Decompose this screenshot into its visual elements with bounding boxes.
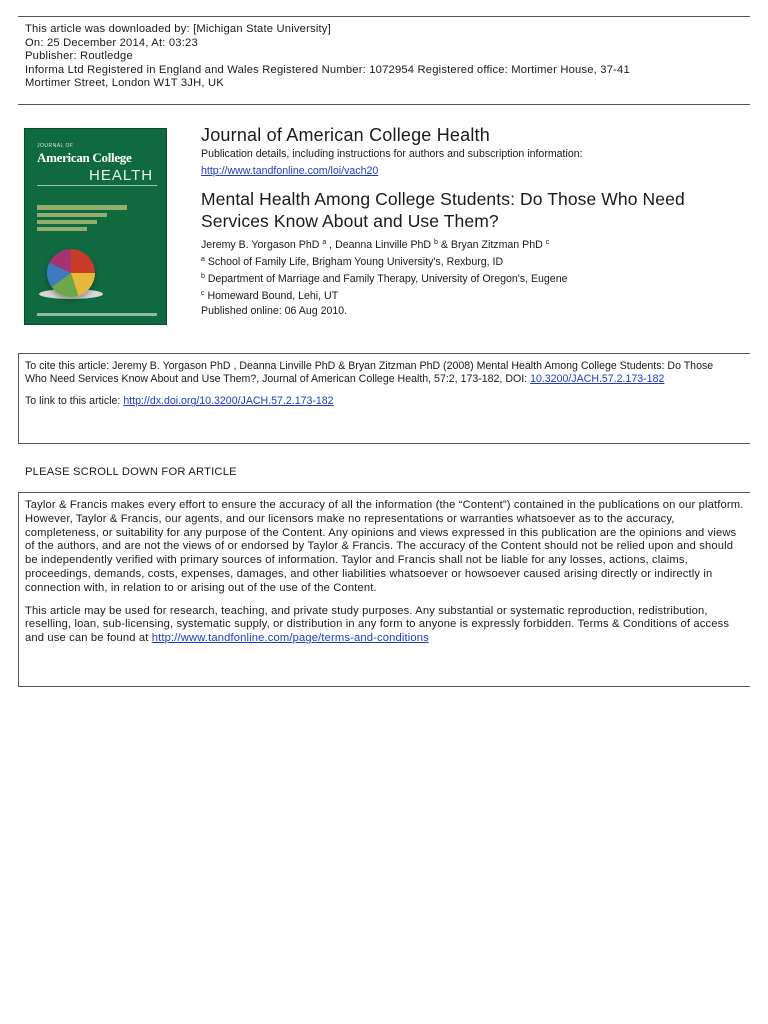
article-link-row [25, 395, 750, 408]
article-title: Mental Health Among College Students: Do Those Who Need Services Know About and Use Them? [201, 189, 685, 231]
author-separator: & [437, 239, 451, 251]
publisher: Publisher: Routledge [25, 50, 133, 63]
authors [201, 239, 746, 252]
cover-small-label: JOURNAL OF [37, 143, 74, 149]
article-metadata [201, 124, 746, 318]
affiliation-text: Homeward Bound, Lehi, UT [207, 290, 339, 302]
author-mark: b [434, 239, 438, 246]
author-name: Bryan Zitzman PhD [450, 239, 543, 251]
author-mark: a [322, 239, 327, 246]
cover-rule [37, 185, 157, 186]
doi-link[interactable]: 10.3200/JACH.57.2.173-182 [530, 373, 665, 385]
download-line: This article was downloaded by: [Michigan State University] [25, 23, 331, 35]
affiliation [201, 290, 746, 303]
article-link-label: To link to this article: [25, 395, 124, 407]
download-notice [18, 16, 750, 105]
affiliation-mark: b [201, 273, 205, 280]
disclaimer-paragraph: Taylor & Francis makes every effort to ensure the accuracy of all the information (the “Content”) contained in the publications on our platform. However, Taylor & Francis, our agents, and our licensors make no representations or warranties whatsoever as to the accuracy, completeness, or suitability for any purpose of the Content. Any opinions and views expressed in this publication are the opinions and views of the authors, and are not the views of or endorsed by Taylor & Francis. The accuracy of the Content should not be relied upon and should be independently verified with primary sources of information. Taylor and Francis shall not be liable for any losses, actions, claims, proceedings, demands, costs, expenses, damages, and other liabilities whatsoever or howsoever caused arising directly or indirectly in connection with, in relation to or arising out of the use of the Content. [25, 499, 744, 594]
article-link[interactable]: http://dx.doi.org/10.3200/JACH.57.2.173-182 [123, 395, 334, 407]
publication-details: Publication details, including instructions for authors and subscription information: [201, 148, 583, 160]
author-name: Jeremy B. Yorgason PhD [201, 239, 320, 251]
affiliation-mark: a [201, 256, 205, 263]
citation-text [25, 360, 735, 386]
registration-info: Informa Ltd Registered in England and Wales Registered Number: 1072954 Registered office: Mortimer House, 37-41 [25, 63, 630, 76]
affiliation [201, 256, 746, 269]
author-name: Deanna Linville PhD [335, 239, 432, 251]
citation-box [18, 353, 750, 444]
scroll-down-note: PLEASE SCROLL DOWN FOR ARTICLE [25, 466, 237, 478]
affiliation [201, 273, 746, 286]
author-separator: , [326, 239, 336, 251]
affiliation-text: School of Family Life, Brigham Young University's, Rexburg, ID [207, 256, 504, 268]
citation-body: To cite this article: Jeremy B. Yorgason PhD , Deanna Linville PhD & Bryan Zitzman PhD (2008) Mental Health Among College Students: Do Those Who Need Services Know About and Use Them?, Journal of American College Health, 57:2, 173-182, DOI: [25, 360, 714, 385]
journal-cover-image [24, 128, 167, 325]
affiliation-text: Department of Marriage and Family Therapy, University of Oregon's, Eugene [207, 273, 568, 285]
published-online: Published online: 06 Aug 2010. [201, 305, 348, 317]
download-date: On: 25 December 2014, At: 03:23 [25, 36, 198, 49]
cover-health: HEALTH [89, 167, 154, 184]
usage-text: This article may be used for research, teaching, and private study purposes. Any substantial or systematic reproduction, redistribution, reselling, loan, sub-licensing, systematic supply, or distribution in any form to anyone is expressly forbidden. Terms & Conditions of access and use can be found at [25, 604, 730, 645]
journal-link[interactable]: http://www.tandfonline.com/loi/vach20 [201, 165, 379, 177]
cover-sphere-graphic [47, 249, 95, 297]
usage-paragraph [25, 605, 745, 646]
author-mark: c [545, 239, 550, 246]
journal-title: Journal of American College Health [201, 125, 490, 145]
cover-title: American College [37, 150, 132, 165]
affiliation-mark: c [201, 290, 205, 297]
registration-address: Mortimer Street, London W1T 3JH, UK [25, 77, 224, 90]
disclaimer-box [18, 492, 750, 687]
terms-link[interactable]: http://www.tandfonline.com/page/terms-and-conditions [151, 632, 429, 645]
cover-subtitle-block [37, 205, 137, 231]
cover-footer-bar [37, 313, 157, 316]
